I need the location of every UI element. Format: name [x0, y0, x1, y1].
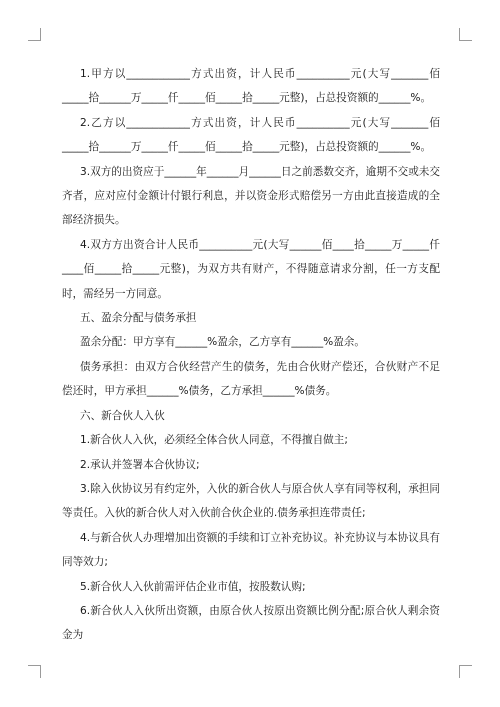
new-partner-item-2: 2.承认并签署本合伙协议; — [80, 458, 200, 471]
new-partner-item-4: 4.与新合伙人办理增加出资额的手续和订立补充协议。补充协议与本协议具有同等效力; — [62, 531, 440, 569]
crop-mark-bottom-right — [459, 665, 472, 678]
section-heading-profit-debt: 五、盈余分配与债务承担 — [80, 312, 197, 325]
new-partner-item-5: 5.新合伙人入伙前需评估企业市值，按股数认购; — [80, 580, 306, 593]
profit-distribution-clause: 盈余分配：甲方享有______%盈余，乙方享有______%盈余。 — [80, 336, 365, 349]
crop-mark-top-left — [28, 28, 41, 41]
section-heading-new-partner: 六、新合伙人入伙 — [80, 409, 165, 422]
capital-clause-party-a: 1.甲方以____________方式出资，计人民币__________元(大写_______佰_____拾______万_____仟_____佰_____拾_____元整)，占总投资额的______%。 — [62, 68, 440, 105]
debt-liability-clause: 债务承担：由双方合伙经营产生的债务，先由合伙财产偿还，合伙财产不足偿还时，甲方承担______%债务，乙方承担______%债务。 — [62, 360, 440, 398]
new-partner-item-6: 6.新合伙人入伙所出资额，由原合伙人按原出资额比例分配;原合伙人剩余资金为 — [62, 604, 440, 642]
capital-deadline-clause: 3.双方的出资应于______年______月______日之前悉数交齐，逾期不交或未交齐者，应对应付金额计付银行利息，并以资金形式赔偿另一方由此直接造成的全部经济损失。 — [62, 165, 440, 227]
crop-mark-top-right — [459, 28, 472, 41]
new-partner-item-1: 1.新合伙人入伙，必须经全体合伙人同意，不得擅自做主; — [80, 434, 348, 447]
capital-clause-party-b: 2.乙方以____________方式出资，计人民币__________元(大写_______佰_____拾______万_____仟_____佰_____拾_____元整)，占总投资额的______%。 — [62, 116, 440, 154]
joint-property-clause: 4.双方方出资合计人民币__________元(大写______佰____拾_____万_____仟____佰_____拾_____元整)，为双方共有财产，不得随意请求分割，任一方支配时，需经另一方同意。 — [62, 238, 440, 300]
crop-mark-bottom-left — [28, 665, 41, 678]
document-body — [62, 62, 440, 648]
new-partner-item-3: 3.除入伙协议另有约定外，入伙的新合伙人与原合伙人享有同等权利，承担同等责任。入伙的新合伙人对入伙前合伙企业的.债务承担连带责任; — [62, 482, 440, 520]
